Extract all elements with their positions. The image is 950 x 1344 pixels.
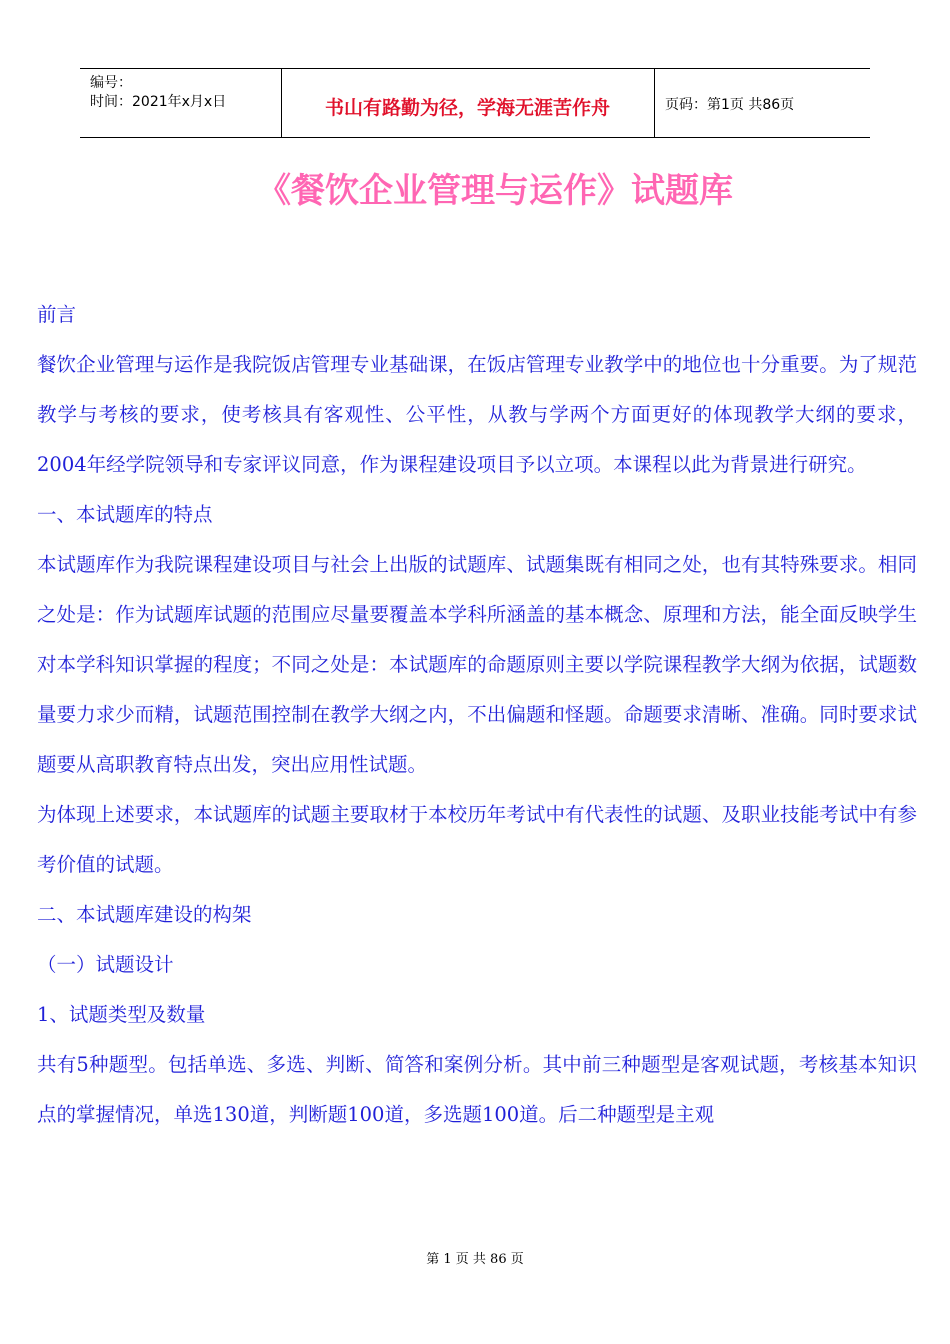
document-title: 《餐饮企业管理与运作》试题库	[257, 171, 733, 211]
page-header	[80, 68, 870, 138]
motto-text: 书山有路勤为径，学海无涯苦作舟	[324, 97, 610, 119]
header-motto-cell	[281, 69, 655, 137]
page-code-label: 页码：第1页 共86页	[665, 97, 795, 113]
serial-number-label: 编号：	[90, 75, 132, 91]
section-heading-framework: 二、本试题库建设的构架	[37, 903, 252, 926]
document-body	[37, 290, 917, 1140]
types-paragraph: 共有5种题型。包括单选、多选、判断、简答和案例分析。其中前三种题型是客观试题，考核基本知识点的掌握情况，单选130道，判断题100道，多选题100道。后二种题型是主观	[37, 1053, 917, 1126]
date-label: 时间：2021年x月x日	[90, 94, 227, 110]
preface-heading: 前言	[37, 303, 77, 326]
requirements-paragraph: 为体现上述要求，本试题库的试题主要取材于本校历年考试中有代表性的试题、及职业技能考试中有参考价值的试题。	[37, 803, 917, 876]
features-paragraph: 本试题库作为我院课程建设项目与社会上出版的试题库、试题集既有相同之处，也有其特殊要求。相同之处是：作为试题库试题的范围应尽量要覆盖本学科所涵盖的基本概念、原理和方法，能全面反映学生对本学科知识掌握的程度；不同之处是：本试题库的命题原则主要以学院课程教学大纲为依据，试题数量要力求少而精，试题范围控制在教学大纲之内，不出偏题和怪题。命题要求清晰、准确。同时要求试题要从高职教育特点出发，突出应用性试题。	[37, 553, 917, 776]
item-heading-types: 1、试题类型及数量	[37, 1003, 206, 1026]
header-page-cell	[655, 69, 870, 137]
section-heading-features: 一、本试题库的特点	[37, 503, 213, 526]
subsection-heading-design: （一）试题设计	[37, 953, 174, 976]
header-info-cell	[80, 69, 282, 137]
page-footer: 第 1 页 共 86 页	[426, 1252, 524, 1267]
preface-paragraph: 餐饮企业管理与运作是我院饭店管理专业基础课，在饭店管理专业教学中的地位也十分重要。为了规范教学与考核的要求，使考核具有客观性、公平性，从教与学两个方面更好的体现教学大纲的要求，2004年经学院领导和专家评议同意，作为课程建设项目予以立项。本课程以此为背景进行研究。	[37, 353, 917, 476]
